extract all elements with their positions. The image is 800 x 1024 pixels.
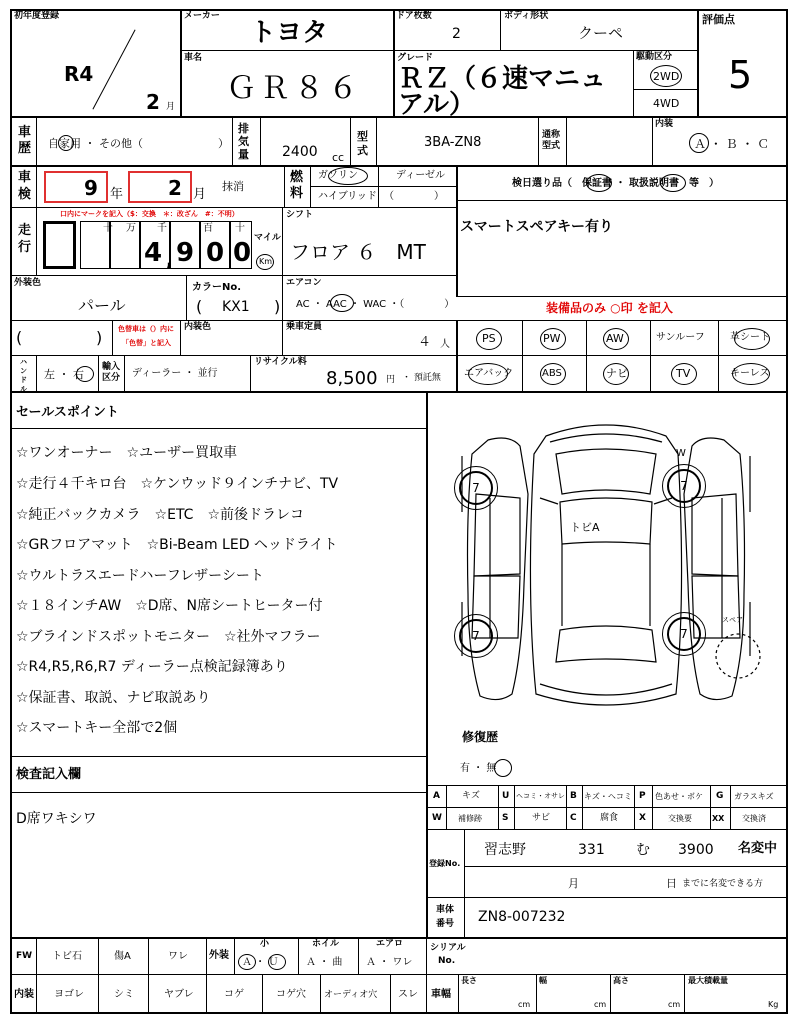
- sales-point: ☆ワンオーナー ☆ユーザー買取車: [16, 445, 238, 461]
- spare-label: スペア: [722, 616, 743, 624]
- bottom-aero-opts: Ａ ・ ワレ: [366, 957, 413, 968]
- erased: 抹消: [222, 180, 244, 193]
- inspection-label-1: 車: [18, 170, 32, 185]
- grade-line1: ＲＺ（６速マニュ: [398, 64, 607, 94]
- repair-value: 有 ・ 無: [460, 763, 497, 774]
- bottom-yabure: ヤブレ: [164, 989, 194, 1000]
- usage-close: ）: [218, 137, 229, 150]
- inspection-notes-title: 検査記入欄: [16, 767, 82, 782]
- recycle-label: リサイクル料: [254, 357, 307, 367]
- legend-desc: サビ: [532, 813, 551, 823]
- equip-navi: ナビ: [606, 367, 628, 380]
- handle-label: ハンドル: [20, 358, 27, 393]
- equip-aw: AW: [606, 332, 624, 345]
- bottom-serial-2: No.: [438, 956, 456, 966]
- drive-label: 駆動区分: [636, 52, 673, 62]
- interior-color-open: (: [16, 328, 23, 347]
- fuel-hybrid: ハイブリッド: [318, 191, 377, 202]
- legend-desc: 補修跡: [458, 814, 482, 823]
- equip-pw: PW: [543, 332, 561, 345]
- legend-code: A: [433, 791, 440, 801]
- bottom-kogeana: コゲ穴: [276, 989, 306, 1000]
- mileage-unit-ju: 十: [103, 223, 113, 234]
- recycle-unit: 円: [386, 375, 396, 385]
- displacement-unit: cc: [332, 151, 345, 164]
- equipment-title: 装備品のみ ○印 を記入: [546, 301, 673, 315]
- inspection-year: 9: [84, 176, 98, 200]
- registration-kana: む: [636, 842, 650, 858]
- mileage-unit-hyaku: 百: [203, 223, 213, 234]
- sales-point: ☆純正バックカメラ ☆ETC ☆前後ドラレコ: [16, 507, 305, 523]
- equip-keyless: キーレス: [730, 368, 770, 379]
- mileage-digit-4: 0: [233, 238, 252, 268]
- first-reg-era: R4: [64, 62, 94, 86]
- equip-abs: ABS: [542, 368, 562, 379]
- legend-desc: キズ: [462, 791, 480, 801]
- registration-day-unit: 日: [666, 877, 677, 890]
- equip-airbag: エアバック: [464, 368, 514, 379]
- displacement-label: 排気量: [238, 122, 249, 161]
- first-reg-month-unit: 月: [166, 102, 176, 112]
- interior-grade: Ａ ・ Ｂ ・ Ｃ: [694, 137, 770, 151]
- color-change-note-1: 色替車は（）内に: [118, 325, 174, 333]
- inspection-month-box: [128, 171, 192, 203]
- legend-desc: ガラスキズ: [734, 792, 774, 801]
- km-label: Km: [259, 257, 273, 266]
- bottom-yogore: ヨゴレ: [54, 989, 84, 1000]
- car-name: ＧＲ８６: [226, 71, 362, 106]
- legend-desc: キズ・ヘコミ: [584, 792, 632, 801]
- body: クーペ: [578, 24, 624, 42]
- legend-code: S: [502, 813, 509, 823]
- common-model-label: 通称型式: [542, 130, 561, 151]
- legend-code: P: [639, 791, 646, 801]
- maker: トヨタ: [250, 18, 329, 48]
- mileage-unit-man: 万: [126, 223, 136, 234]
- grade-label: グレード: [397, 53, 434, 63]
- color-code-close: ): [274, 297, 281, 316]
- bottom-length-unit: cm: [518, 1000, 531, 1009]
- bottom-small: 小: [260, 939, 270, 949]
- bottom-fw: FW: [16, 951, 33, 961]
- tire-rl: 7: [459, 619, 493, 653]
- registration-area: 習志野: [484, 842, 526, 858]
- inspection-label-2: 検: [18, 187, 32, 202]
- handle: 左 ・ 右: [44, 368, 84, 381]
- sales-point: ☆R4,R5,R6,R7 ディーラー点検記録簿あり: [16, 659, 288, 675]
- interior-label: 内装: [655, 119, 674, 129]
- history-label-2: 歴: [18, 141, 32, 156]
- legend-code: U: [502, 791, 510, 801]
- mile-label: マイル: [254, 233, 281, 243]
- color-code: KX1: [222, 299, 250, 315]
- bottom-small-opts: Ａ ・ Ｕ: [242, 957, 279, 968]
- sales-point: ☆スマートキー全部で2個: [16, 720, 178, 736]
- doors-label: ドア枚数: [396, 11, 432, 21]
- usage: 自家用 ・ その他（: [48, 137, 143, 150]
- inspection-notes-text: D席ワキシワ: [16, 811, 97, 827]
- body-label: ボディ形状: [504, 11, 549, 21]
- color-code-label: カラーNo.: [192, 282, 242, 293]
- bottom-sure: スレ: [398, 989, 418, 1000]
- maker-label: メーカー: [184, 11, 220, 21]
- shift: フロア ６ MT: [290, 240, 426, 264]
- legend-desc: 交換要: [668, 814, 692, 823]
- shift-label: シフト: [286, 210, 314, 220]
- bottom-max-load-label: 最大積載量: [688, 976, 728, 985]
- bottom-wheel-opts: Ａ ・ 曲: [306, 957, 343, 968]
- model: 3BA-ZN8: [424, 135, 482, 150]
- legend-desc: 腐食: [600, 813, 619, 823]
- registration-change: 名変中: [738, 841, 778, 856]
- bottom-height-unit: cm: [668, 1000, 681, 1009]
- tire-fl: 7: [459, 471, 493, 505]
- equip-sunroof: サンルーフ: [656, 332, 705, 343]
- capacity-unit: 人: [440, 339, 450, 350]
- legend-desc: ヘコミ・オサレ: [516, 792, 565, 800]
- bottom-height-label: 高さ: [613, 976, 629, 985]
- inspection-month-unit: 月: [193, 187, 207, 202]
- legend-code: XX: [712, 814, 725, 823]
- score-label: 評価点: [702, 13, 735, 26]
- bottom-audio: オーディオ穴: [324, 990, 378, 1000]
- chassis-label-1: 車体: [436, 905, 455, 915]
- sales-point: ☆保証書、取説、ナビ取説あり: [16, 690, 211, 706]
- bottom-tobi: トビ石: [52, 951, 82, 962]
- registration-month-unit: 月: [568, 877, 579, 890]
- fuel-gasoline: ガソリン: [318, 170, 358, 181]
- fuel-label: 燃料: [290, 170, 304, 201]
- mileage-unit-sen: 千: [157, 223, 167, 234]
- mileage-label-2: 行: [18, 240, 32, 255]
- legend-code: W: [432, 813, 442, 823]
- sales-title: セールスポイント: [16, 405, 119, 420]
- bottom-naiso: 内装: [14, 989, 34, 1000]
- mileage-comma: ,: [166, 250, 173, 271]
- sales-point: ☆ウルトラスエードハーフレザーシート: [16, 568, 264, 584]
- equip-ps: PS: [482, 332, 496, 345]
- score: 5: [728, 53, 753, 97]
- bottom-max-load-unit: Kg: [768, 1000, 779, 1009]
- registration-class: 331: [578, 842, 605, 858]
- mileage-digit-3: 0: [206, 238, 225, 268]
- legend-code: X: [639, 813, 646, 823]
- bottom-length-label: 長さ: [461, 976, 477, 985]
- mileage-label-1: 走: [18, 223, 32, 238]
- bottom-gaiso: 外装: [209, 950, 229, 961]
- exterior-color: パール: [78, 296, 126, 315]
- sales-point: ☆走行４千キロ台 ☆ケンウッド９インチナビ、TV: [16, 476, 339, 492]
- interior-color-label: 内装色: [184, 322, 212, 332]
- capacity: ４: [418, 335, 432, 350]
- color-code-open: (: [196, 297, 203, 316]
- import-label: 輸入区分: [102, 362, 121, 383]
- car-diagram: [428, 394, 784, 754]
- sales-point: ☆１８インチAW ☆D席、N席シートヒーター付: [16, 598, 323, 614]
- exterior-color-label: 外装色: [14, 278, 42, 288]
- color-change-note-2: 「色替」と記入: [122, 339, 171, 347]
- inspection-year-box: [44, 171, 108, 203]
- tire-fr: 7: [667, 469, 701, 503]
- repair-no-circle: [494, 759, 512, 777]
- fuel-other: （ ）: [384, 191, 444, 202]
- fuel-diesel: ディーゼル: [396, 170, 445, 181]
- recycle: 8,500: [326, 368, 378, 389]
- legend-desc: 色あせ・ボケ: [655, 792, 703, 801]
- first-reg-month: 2: [146, 90, 160, 114]
- bottom-koge: コゲ: [224, 989, 244, 1000]
- legend-code: B: [570, 791, 577, 801]
- chassis-label-2: 番号: [436, 919, 455, 929]
- legend-desc: 交換済: [742, 814, 766, 823]
- import: ディーラー ・ 並行: [132, 368, 218, 379]
- bottom-wheel: ホイル: [312, 939, 340, 949]
- equip-tv: TV: [676, 367, 691, 380]
- mileage-digit-1: 4: [144, 238, 163, 268]
- sales-point: ☆GRフロアマット ☆Bi-Beam LED ヘッドライト: [16, 537, 338, 553]
- legend-code: G: [716, 791, 724, 801]
- notes: スマートスペアキー有り: [460, 219, 614, 235]
- inspection-month: 2: [168, 176, 182, 200]
- first-reg-label: 初年度登録: [14, 11, 60, 21]
- grade-line2: アル）: [398, 90, 475, 120]
- mileage-digit-box-lakh: [43, 221, 76, 269]
- registration-label: 登録No.: [429, 859, 461, 868]
- bottom-ware: ワレ: [168, 951, 188, 962]
- history-label-1: 車: [18, 125, 32, 140]
- aircon: AC ・ AAC ・ WAC ・（ ）: [296, 299, 455, 310]
- registration-deadline: までに名変できる方: [682, 879, 764, 889]
- bottom-shimi: シミ: [114, 989, 134, 1000]
- model-label: 型式: [357, 130, 368, 157]
- drive-2wd: 2WD: [653, 70, 680, 83]
- aircon-label: エアコン: [286, 278, 322, 288]
- inspection-year-unit: 年: [110, 187, 124, 202]
- mileage-unit-ju2: 十: [235, 223, 245, 234]
- roof-damage-mark: トビA: [570, 521, 600, 534]
- bottom-shaban: 車幅: [431, 989, 451, 1000]
- legend-code: C: [570, 813, 577, 823]
- capacity-label: 乗車定員: [286, 322, 323, 332]
- bottom-width-label: 幅: [539, 976, 547, 985]
- deposit: ・ 預託無: [402, 373, 441, 383]
- displacement: 2400: [282, 144, 318, 160]
- sales-point: ☆ブラインドスポットモニター ☆社外マフラー: [16, 629, 321, 645]
- equip-leather: 革シート: [730, 332, 770, 343]
- mileage-note: 口内にマークを記入（$：交換 ＊：改ざん #：不明）: [60, 210, 239, 218]
- interior-color-close: ): [96, 328, 103, 347]
- chassis-number: ZN8-007232: [478, 909, 566, 925]
- tire-rr: 7: [667, 617, 701, 651]
- bottom-serial-1: シリアル: [430, 943, 466, 953]
- doors: 2: [452, 26, 461, 42]
- bottom-kizu-a: 傷A: [114, 951, 131, 962]
- bottom-aero: エアロ: [376, 939, 404, 949]
- car-name-label: 車名: [184, 53, 203, 63]
- repair-title: 修復歴: [462, 730, 499, 744]
- mileage-digit-2: 9: [176, 238, 195, 268]
- drive-4wd: 4WD: [653, 97, 680, 110]
- bottom-width-unit: cm: [594, 1000, 607, 1009]
- registration-number: 3900: [678, 842, 714, 858]
- included-items: 検日選り品（ 保証書 ・ 取扱説明書 等 ）: [512, 178, 719, 189]
- wheel-damage-mark: W: [676, 448, 686, 459]
